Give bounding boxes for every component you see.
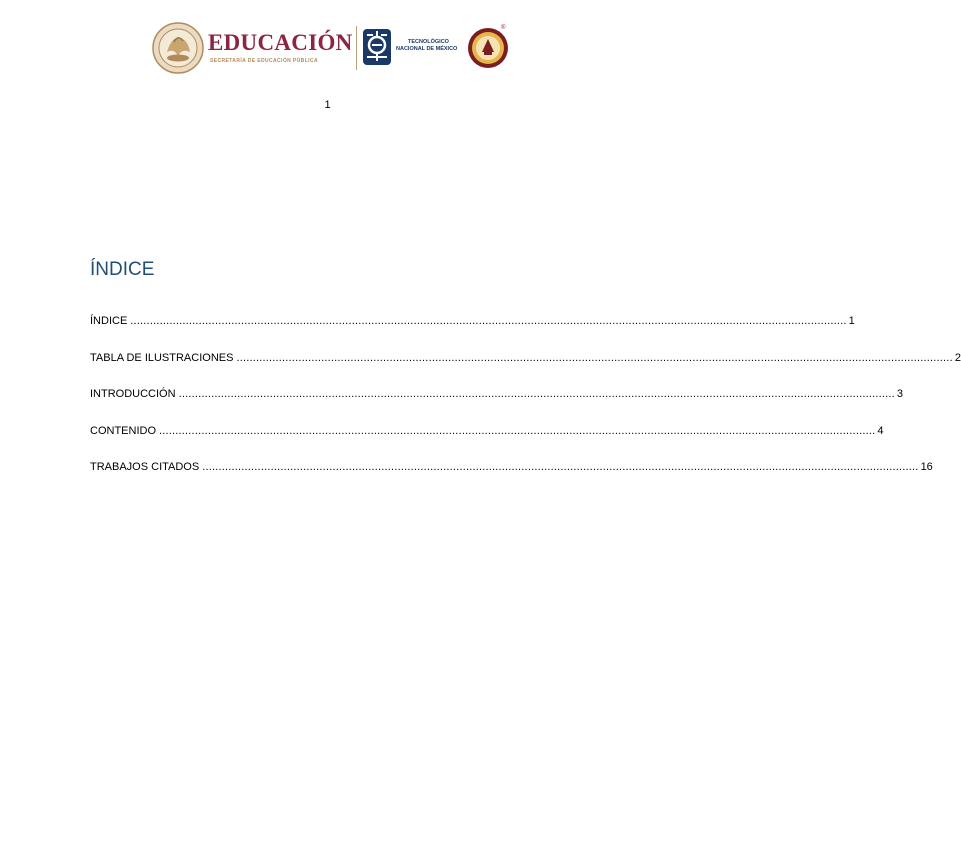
page-number: 1 [324,99,331,111]
mexico-seal-icon [152,22,204,74]
toc-entry[interactable] [90,459,933,496]
toc-entry-label: INTRODUCCIÓN [90,388,176,401]
header-logos [150,18,512,78]
tecnm-logo-icon [361,25,393,69]
tecnm-logo-line1: TECNOLÓGICO [408,39,449,45]
education-logo-subtitle: SECRETARÍA DE EDUCACIÓN PÚBLICA [210,58,318,64]
tecnm-logo-text [396,39,457,53]
registered-mark: ® [501,25,506,31]
logo-divider [356,26,357,70]
tecnm-logo-line2: NACIONAL DE MÉXICO [396,46,458,52]
toc-entry[interactable] [90,386,904,423]
toc-entry-label: TABLA DE ILUSTRACIONES [90,351,234,364]
toc-entry[interactable] [90,350,961,387]
toc-leader-dots: ............................................................................................................................................................................................................................ [159,424,876,437]
toc-entry-page: 4 [877,424,884,437]
education-logo-text: EDUCACIÓN [208,30,353,55]
toc-entry-label: CONTENIDO [90,424,156,437]
toc-entry[interactable] [90,423,884,460]
toc-entry-page: 16 [920,461,933,474]
toc-leader-dots: ............................................................................................................................................................................................................................ [202,461,919,474]
toc-entry-label: TRABAJOS CITADOS [90,461,200,474]
toc-entry-label: ÍNDICE [90,315,128,327]
toc-leader-dots: ............................................................................................................................................................................................................................ [178,388,895,401]
toc-title: ÍNDICE [90,259,155,280]
toc-entry-page: 3 [896,388,904,401]
toc-list [90,313,961,496]
toc-entry[interactable] [90,313,855,350]
toc-entry-page: 2 [954,351,961,364]
toc-leader-dots: ............................................................................................................................................................................................................................ [130,315,847,327]
toc-entry-page: 1 [848,315,855,327]
toc-leader-dots: ............................................................................................................................................................................................................................ [236,351,953,364]
